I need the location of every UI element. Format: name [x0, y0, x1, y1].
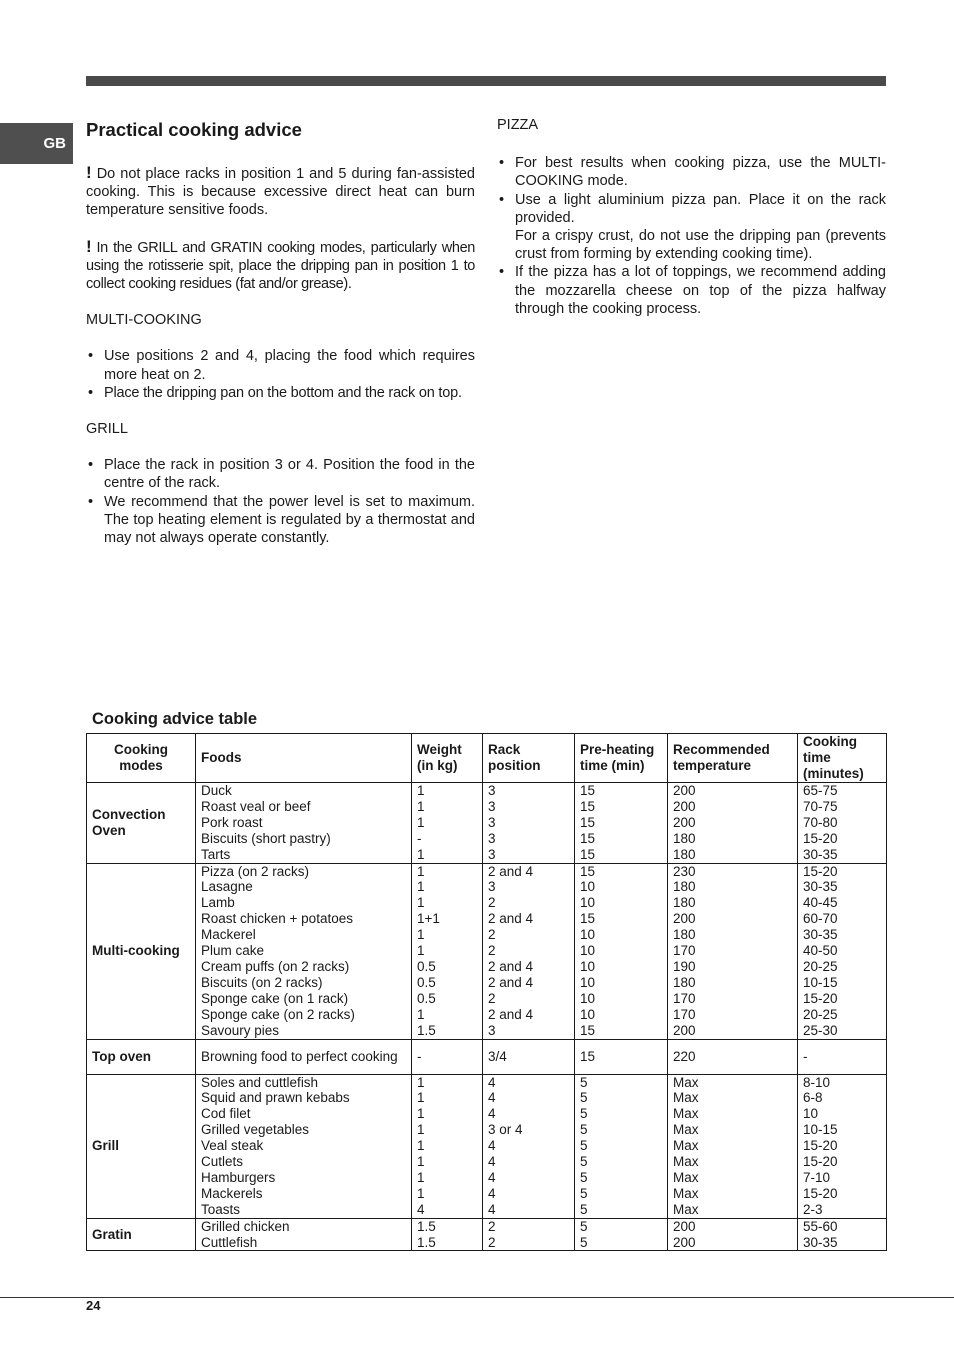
cell-line: 30-35 — [803, 927, 838, 943]
header-preheating-time — [575, 734, 668, 783]
cell-line: 6-8 — [803, 1090, 823, 1106]
cooking-mode-text: Grill — [92, 1138, 120, 1154]
cell-line: - — [803, 1048, 808, 1064]
cell-line: 1.5 — [417, 1218, 436, 1234]
cell-line: 10 — [580, 958, 596, 974]
cell-line: Mackerels — [201, 1185, 263, 1201]
cell-line: Biscuits (short pastry) — [201, 830, 331, 846]
cell-line: Max — [673, 1122, 699, 1138]
cell-line: Grilled chicken — [201, 1218, 290, 1234]
table-row — [87, 1039, 887, 1074]
cell-line: 1.5 — [417, 1234, 436, 1250]
cell-line: 1 — [417, 1122, 425, 1138]
foods-cell — [196, 863, 412, 1039]
cell-line: 3 — [488, 798, 496, 814]
cell-line: Max — [673, 1169, 699, 1185]
cell-line: 3 — [488, 814, 496, 830]
cell-line: 15 — [580, 814, 596, 830]
cell-line: 5 — [580, 1122, 588, 1138]
cell-line: 4 — [488, 1090, 496, 1106]
cell-line: Duck — [201, 783, 232, 798]
cell-line: Grilled vegetables — [201, 1122, 310, 1138]
warning-2 — [86, 238, 475, 294]
cell-line: 2 — [488, 1234, 496, 1250]
cell-line: 3 — [488, 879, 496, 895]
cell-line: 0.5 — [417, 958, 436, 974]
cell-line: 5 — [580, 1169, 588, 1185]
cell-line: Savoury pies — [201, 1022, 280, 1038]
cell-line: 1 — [417, 1090, 425, 1106]
table-row — [87, 1074, 887, 1218]
cell-line: - — [417, 830, 422, 846]
header-text: modes — [119, 758, 163, 773]
cell-line: 2 and 4 — [488, 911, 534, 927]
cell-line: 180 — [673, 879, 696, 895]
cell-line: 1 — [417, 879, 425, 895]
cell-line: 15-20 — [803, 830, 838, 846]
cooking-mode-cell — [87, 783, 196, 864]
list-item — [497, 191, 886, 264]
cell-line: 200 — [673, 783, 696, 798]
cell-line: 170 — [673, 1006, 696, 1022]
cell-line: 10 — [580, 990, 596, 1006]
cell-line: 1 — [417, 943, 425, 959]
cell-line: 65-75 — [803, 783, 838, 798]
cell-line: 2-3 — [803, 1201, 823, 1217]
weight-cell — [412, 1039, 483, 1074]
list-item: • For best results when cooking pizza, use the MULTI-COOKING mode. — [497, 154, 886, 190]
cell-line: 3/4 — [488, 1048, 507, 1064]
rack-cell — [483, 1074, 575, 1218]
cell-line: 5 — [580, 1185, 588, 1201]
list-item-text: Use a light aluminium pizza pan. Place it on the rack provided. — [515, 191, 886, 226]
cell-line: 15 — [580, 1022, 596, 1038]
cell-line: Biscuits (on 2 racks) — [201, 974, 323, 990]
cell-line: 15 — [580, 846, 596, 862]
cell-line: 30-35 — [803, 1234, 838, 1250]
cell-line: 2 and 4 — [488, 863, 534, 879]
cell-line: Cream puffs (on 2 racks) — [201, 958, 350, 974]
cell-line: 1 — [417, 863, 425, 879]
rack-cell — [483, 863, 575, 1039]
pizza-list — [497, 154, 886, 318]
preheat-cell — [575, 783, 668, 864]
cell-line: Cuttlefish — [201, 1234, 258, 1250]
cell-line: - — [417, 1048, 422, 1064]
header-text: time (min) — [580, 758, 645, 773]
cell-line: 30-35 — [803, 846, 838, 862]
cell-line: 180 — [673, 895, 696, 911]
cell-line: 15 — [580, 863, 596, 879]
cell-line: 25-30 — [803, 1022, 838, 1038]
cooking-mode-cell — [87, 1218, 196, 1251]
warning-text: In the GRILL and GRATIN cooking modes, particularly when using the rotisserie spit, place the dripping pan in position 1 to collect cooking residues (fat and/or grease). — [86, 239, 475, 293]
cell-line: 1+1 — [417, 911, 440, 927]
temperature-cell — [668, 783, 798, 864]
cell-line: 40-45 — [803, 895, 838, 911]
weight-cell — [412, 863, 483, 1039]
cell-line: 190 — [673, 958, 696, 974]
cell-line: 7-10 — [803, 1169, 831, 1185]
cell-line: Max — [673, 1185, 699, 1201]
cell-line: 15 — [580, 783, 596, 798]
rack-cell — [483, 1039, 575, 1074]
cell-line: Sponge cake (on 2 racks) — [201, 1006, 355, 1022]
weight-cell — [412, 1074, 483, 1218]
cell-line: 2 — [488, 1218, 496, 1234]
cell-line: 220 — [673, 1048, 696, 1064]
cell-line: 0.5 — [417, 974, 436, 990]
header-text: Pre-heating — [580, 742, 655, 757]
cell-line: Max — [673, 1201, 699, 1217]
cell-line: 180 — [673, 974, 696, 990]
cell-line: 15-20 — [803, 863, 838, 879]
cooking-mode-cell — [87, 1074, 196, 1218]
cell-line: 20-25 — [803, 1006, 838, 1022]
cell-line: Max — [673, 1138, 699, 1154]
cell-line: Lamb — [201, 895, 235, 911]
top-rule — [86, 76, 886, 86]
cell-line: 0.5 — [417, 990, 436, 1006]
cell-line: 1 — [417, 846, 425, 862]
cell-line: 5 — [580, 1138, 588, 1154]
table-row — [87, 783, 887, 864]
cell-line: 4 — [488, 1185, 496, 1201]
cell-line: Veal steak — [201, 1138, 264, 1154]
header-text: position — [488, 758, 541, 773]
list-item: • Use positions 2 and 4, placing the food which requires more heat on 2. — [86, 347, 475, 383]
cell-line: 5 — [580, 1154, 588, 1170]
list-item: • We recommend that the power level is set to maximum. The top heating element is regulated by a thermostat and may not always operate constantly. — [86, 493, 475, 548]
header-foods: Foods — [196, 734, 412, 783]
header-text: Recommended — [673, 742, 770, 757]
cell-line: 4 — [488, 1169, 496, 1185]
header-text: time — [803, 750, 831, 765]
cell-line: 200 — [673, 1234, 696, 1250]
warning-mark: ! — [86, 236, 92, 256]
language-tab-label: GB — [43, 135, 66, 152]
cell-line: 1 — [417, 783, 425, 798]
cell-line: 1 — [417, 1106, 425, 1122]
cell-line: Squid and prawn kebabs — [201, 1090, 350, 1106]
warning-mark: ! — [86, 163, 92, 182]
preheat-cell — [575, 1074, 668, 1218]
cell-line: 3 or 4 — [488, 1122, 523, 1138]
table-row — [87, 863, 887, 1039]
cell-line: 4 — [488, 1154, 496, 1170]
header-cooking-modes — [87, 734, 196, 783]
cooking-time-cell — [798, 783, 887, 864]
preheat-cell — [575, 1039, 668, 1074]
cell-line: 3 — [488, 830, 496, 846]
cell-line: 1.5 — [417, 1022, 436, 1038]
cell-line: Roast veal or beef — [201, 798, 311, 814]
foods-cell — [196, 1074, 412, 1218]
cell-line: 1 — [417, 895, 425, 911]
weight-cell — [412, 783, 483, 864]
cell-line: 1 — [417, 798, 425, 814]
cell-line: 200 — [673, 1022, 696, 1038]
cell-line: 2 and 4 — [488, 974, 534, 990]
language-tab — [0, 123, 73, 164]
cell-line: Browning food to perfect cooking — [201, 1048, 398, 1064]
cell-line: 15-20 — [803, 1185, 838, 1201]
cell-line: 2 — [488, 990, 496, 1006]
cell-line: 1 — [417, 1154, 425, 1170]
temperature-cell — [668, 1218, 798, 1251]
temperature-cell — [668, 863, 798, 1039]
cooking-mode-text: Multi-cooking — [92, 943, 180, 959]
cooking-time-cell — [798, 863, 887, 1039]
weight-cell — [412, 1218, 483, 1251]
cell-line: Toasts — [201, 1201, 241, 1217]
list-item: • Place the dripping pan on the bottom and the rack on top. — [86, 384, 475, 402]
cell-line: Mackerel — [201, 927, 256, 943]
cell-line: 10 — [580, 974, 596, 990]
header-rack-position — [483, 734, 575, 783]
cell-line: 200 — [673, 798, 696, 814]
list-item: • Place the rack in position 3 or 4. Position the food in the centre of the rack. — [86, 456, 475, 492]
cell-line: Max — [673, 1106, 699, 1122]
warning-1 — [86, 164, 475, 220]
cell-line: 1 — [417, 814, 425, 830]
header-cooking-time — [798, 734, 887, 783]
cooking-mode-text: Convection — [92, 806, 166, 822]
cell-line: 2 — [488, 943, 496, 959]
cell-line: Lasagne — [201, 879, 253, 895]
preheat-cell — [575, 863, 668, 1039]
cell-line: 2 — [488, 927, 496, 943]
page-number: 24 — [86, 1298, 101, 1313]
cell-line: 20-25 — [803, 958, 838, 974]
cell-line: 15 — [580, 911, 596, 927]
multi-cooking-heading: MULTI-COOKING — [86, 312, 202, 329]
section-title: Practical cooking advice — [86, 119, 302, 140]
cell-line: 2 and 4 — [488, 958, 534, 974]
cell-line: 10-15 — [803, 974, 838, 990]
cell-line: 4 — [417, 1201, 425, 1217]
right-column — [497, 118, 886, 336]
grill-list — [86, 456, 475, 547]
cell-line: Max — [673, 1074, 699, 1090]
cell-line: 4 — [488, 1138, 496, 1154]
rack-cell — [483, 1218, 575, 1251]
cooking-mode-text: Oven — [92, 822, 126, 838]
foods-cell — [196, 1218, 412, 1251]
header-weight — [412, 734, 483, 783]
cell-line: 5 — [580, 1234, 588, 1250]
cell-line: 5 — [580, 1106, 588, 1122]
cell-line: 70-80 — [803, 814, 838, 830]
cooking-advice-table — [86, 733, 887, 1251]
rack-cell — [483, 783, 575, 864]
table-row — [87, 1218, 887, 1251]
cell-line: 30-35 — [803, 879, 838, 895]
cell-line: 170 — [673, 990, 696, 1006]
grill-heading: GRILL — [86, 421, 128, 438]
cooking-time-cell — [798, 1074, 887, 1218]
cell-line: 1 — [417, 1185, 425, 1201]
cell-line: Max — [673, 1154, 699, 1170]
cell-line: Pizza (on 2 racks) — [201, 863, 310, 879]
temperature-cell — [668, 1039, 798, 1074]
cell-line: 60-70 — [803, 911, 838, 927]
cell-line: 200 — [673, 814, 696, 830]
cell-line: 15 — [580, 1048, 596, 1064]
cell-line: 2 — [488, 895, 496, 911]
cell-line: 15-20 — [803, 1154, 838, 1170]
cooking-time-cell — [798, 1039, 887, 1074]
warning-text: Do not place racks in position 1 and 5 during fan-assisted cooking. This is because excessive direct heat can burn temperature sensitive foods. — [86, 166, 475, 219]
cell-line: 1 — [417, 1169, 425, 1185]
cell-line: 200 — [673, 1218, 696, 1234]
cell-line: Cod filet — [201, 1106, 251, 1122]
cell-line: 10-15 — [803, 1122, 838, 1138]
preheat-cell — [575, 1218, 668, 1251]
cell-line: 180 — [673, 830, 696, 846]
cell-line: 5 — [580, 1090, 588, 1106]
cooking-mode-cell — [87, 863, 196, 1039]
cell-line: Plum cake — [201, 943, 265, 959]
cooking-time-cell — [798, 1218, 887, 1251]
pizza-heading: PIZZA — [497, 117, 539, 133]
cell-line: 70-75 — [803, 798, 838, 814]
cell-line: 170 — [673, 943, 696, 959]
cell-line: Tarts — [201, 846, 231, 862]
cell-line: 2 and 4 — [488, 1006, 534, 1022]
header-text: Cooking — [114, 742, 168, 757]
cell-line: Sponge cake (on 1 rack) — [201, 990, 349, 1006]
cell-line: Soles and cuttlefish — [201, 1074, 319, 1090]
table-body — [87, 783, 887, 1251]
cell-line: 15-20 — [803, 990, 838, 1006]
list-item-note: For a crispy crust, do not use the dripping pan (prevents crust from forming by extending cooking time). — [515, 228, 886, 263]
cell-line: 15 — [580, 830, 596, 846]
header-text: (in kg) — [417, 758, 458, 773]
temperature-cell — [668, 1074, 798, 1218]
cell-line: 180 — [673, 846, 696, 862]
cell-line: 10 — [580, 895, 596, 911]
cell-line: 4 — [488, 1106, 496, 1122]
cell-line: Roast chicken + potatoes — [201, 911, 353, 927]
cell-line: Pork roast — [201, 814, 263, 830]
left-column — [86, 118, 475, 565]
header-text: Weight — [417, 742, 462, 757]
cell-line: 3 — [488, 846, 496, 862]
cell-line: 10 — [803, 1106, 819, 1122]
cooking-mode-text: Top oven — [92, 1048, 151, 1064]
header-text: temperature — [673, 758, 752, 773]
cell-line: Max — [673, 1090, 699, 1106]
cell-line: 1 — [417, 1006, 425, 1022]
cell-line: 5 — [580, 1201, 588, 1217]
cell-line: 1 — [417, 1074, 425, 1090]
table-title: Cooking advice table — [92, 710, 258, 728]
cell-line: Cutlets — [201, 1154, 244, 1170]
cell-line: 8-10 — [803, 1074, 831, 1090]
cooking-mode-text: Gratin — [92, 1226, 132, 1242]
header-recommended-temperature — [668, 734, 798, 783]
cell-line: 10 — [580, 943, 596, 959]
cell-line: 200 — [673, 911, 696, 927]
footer-rule — [0, 1297, 954, 1298]
cell-line: 1 — [417, 927, 425, 943]
cell-line: 10 — [580, 879, 596, 895]
foods-cell — [196, 783, 412, 864]
cell-line: 10 — [580, 1006, 596, 1022]
cell-line: 40-50 — [803, 943, 838, 959]
cell-line: 1 — [417, 1138, 425, 1154]
cell-line: 5 — [580, 1074, 588, 1090]
foods-cell — [196, 1039, 412, 1074]
table-header-row — [87, 734, 887, 783]
cell-line: 3 — [488, 783, 496, 798]
header-text: (minutes) — [803, 766, 864, 781]
cell-line: 15-20 — [803, 1138, 838, 1154]
cell-line: 3 — [488, 1022, 496, 1038]
cell-line: 10 — [580, 927, 596, 943]
cell-line: Hamburgers — [201, 1169, 276, 1185]
header-text: Cooking — [803, 734, 857, 749]
cooking-mode-cell — [87, 1039, 196, 1074]
cell-line: 5 — [580, 1218, 588, 1234]
cell-line: 4 — [488, 1074, 496, 1090]
cell-line: 15 — [580, 798, 596, 814]
header-text: Rack — [488, 742, 521, 757]
cell-line: 230 — [673, 863, 696, 879]
cell-line: 180 — [673, 927, 696, 943]
cell-line: 4 — [488, 1201, 496, 1217]
cell-line: 55-60 — [803, 1218, 838, 1234]
multi-cooking-list — [86, 347, 475, 402]
list-item: • If the pizza has a lot of toppings, we recommend adding the mozzarella cheese on top of the pizza halfway through the cooking process. — [497, 263, 886, 318]
